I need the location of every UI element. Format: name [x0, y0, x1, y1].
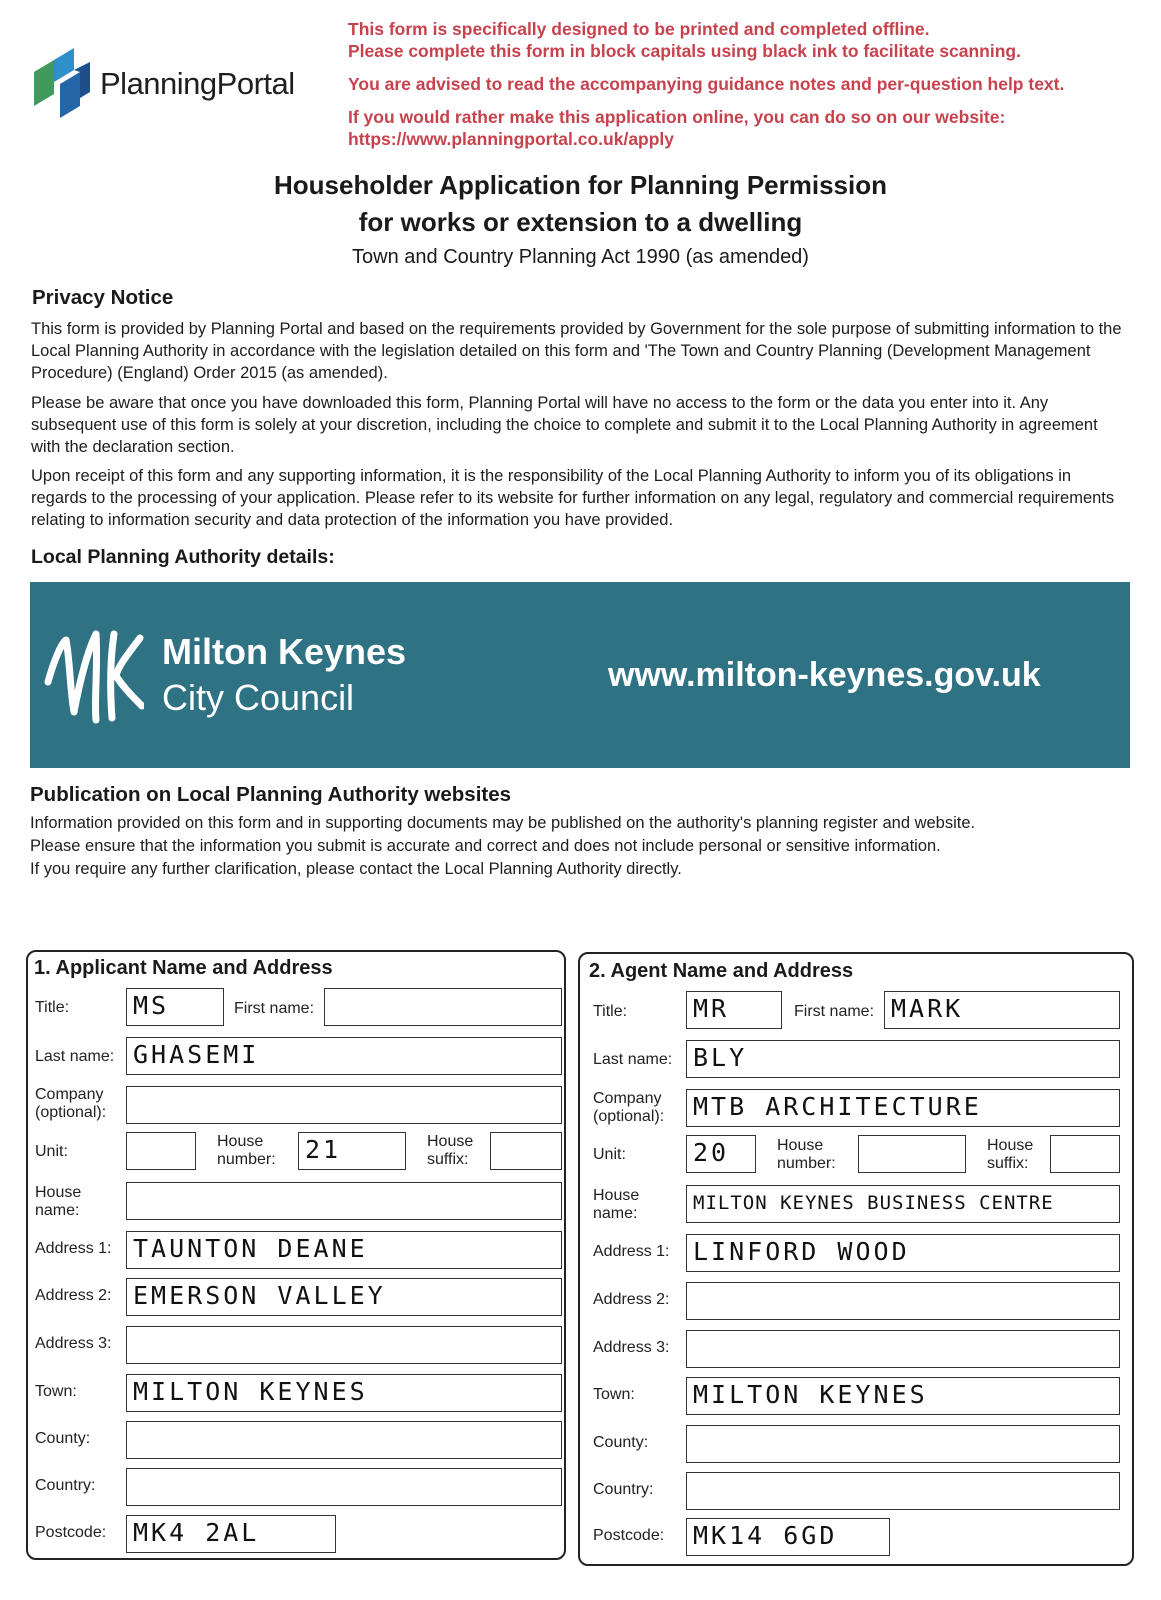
- council-name: Milton Keynes: [162, 631, 407, 672]
- applicant-county-label: County:: [35, 1430, 91, 1447]
- applicant-first-name-label: First name:: [234, 1000, 315, 1017]
- applicant-title-label: Title:: [35, 999, 70, 1016]
- page-title-line2: for works or extension to a dwelling: [358, 207, 803, 237]
- agent-title-label: Title:: [593, 1003, 628, 1020]
- agent-title-field[interactable]: MR: [686, 991, 782, 1029]
- agent-postcode-label: Postcode:: [593, 1527, 665, 1544]
- applicant-last-name-label: Last name:: [35, 1048, 115, 1065]
- agent-last-name-label: Last name:: [593, 1051, 673, 1068]
- agent-house-suffix-field[interactable]: [1050, 1135, 1120, 1173]
- publication-line-1: Information provided on this form and in supporting documents may be published on the authority's planning register and website.: [30, 814, 976, 832]
- applicant-last-name-field[interactable]: GHASEMI: [126, 1037, 562, 1075]
- council-subtitle: City Council: [162, 677, 355, 718]
- page-subtitle: Town and Country Planning Act 1990 (as amended): [352, 246, 809, 268]
- agent-county-label: County:: [593, 1434, 649, 1451]
- mk-logo-icon: [44, 620, 144, 730]
- agent-first-name-field[interactable]: MARK: [884, 991, 1120, 1029]
- privacy-paragraph-3: Upon receipt of this form and any supporting information, it is the responsibility of the Local Planning Authority to inform you of its obligations in regards to the processing of your application. Please refer to its website for further information on any legal, regulatory and commercial requirements relating to information security and data protection of the information you have provided.: [31, 467, 1115, 529]
- online-notice: If you would rather make this application online, you can do so on our website: https://www.planningportal.co.uk/apply: [348, 107, 1006, 149]
- agent-address3-label: Address 3:: [593, 1339, 670, 1356]
- applicant-company-field[interactable]: [126, 1086, 562, 1124]
- agent-unit-label: Unit:: [593, 1146, 626, 1163]
- offline-notice: This form is specifically designed to be printed and completed offline. Please complete this form in block capitals using black ink to facilitate scanning.: [348, 19, 1021, 61]
- planning-portal-logo-text: PlanningPortal: [100, 66, 295, 101]
- applicant-first-name-field[interactable]: [324, 988, 562, 1026]
- apply-url: https://www.planningportal.co.uk/apply: [348, 129, 675, 149]
- agent-house-number-field[interactable]: [858, 1135, 966, 1173]
- applicant-house-suffix-field[interactable]: [490, 1132, 562, 1170]
- lpa-heading: Local Planning Authority details:: [31, 546, 335, 568]
- publication-line-2: Please ensure that the information you submit is accurate and correct and does not include personal or sensitive information.: [30, 837, 941, 855]
- publication-line-3: If you require any further clarification, please contact the Local Planning Authority directly.: [30, 860, 682, 878]
- agent-address2-label: Address 2:: [593, 1291, 670, 1308]
- applicant-postcode-field[interactable]: MK4 2AL: [126, 1515, 336, 1553]
- applicant-postcode-label: Postcode:: [35, 1524, 107, 1541]
- applicant-section-title: 1. Applicant Name and Address: [34, 957, 333, 979]
- applicant-town-label: Town:: [35, 1383, 77, 1400]
- agent-house-number-label: House number:: [777, 1137, 836, 1172]
- applicant-address1-field[interactable]: TAUNTON DEANE: [126, 1231, 562, 1269]
- applicant-address1-label: Address 1:: [35, 1240, 112, 1257]
- agent-postcode-field[interactable]: MK14 6GD: [686, 1518, 890, 1556]
- privacy-paragraph-1: This form is provided by Planning Portal and based on the requirements provided by Government for the sole purpose of submitting information to the Local Planning Authority in accordance with the legislation detailed on this form and 'The Town and Country Planning (Development Management Procedure) (England) Order 2015 (as amended).: [31, 320, 1122, 382]
- applicant-house-number-field[interactable]: 21: [298, 1132, 406, 1170]
- agent-first-name-label: First name:: [794, 1003, 875, 1020]
- applicant-country-label: Country:: [35, 1477, 96, 1494]
- applicant-address2-field[interactable]: EMERSON VALLEY: [126, 1278, 562, 1316]
- applicant-title-field[interactable]: MS: [126, 988, 224, 1026]
- guidance-notice: You are advised to read the accompanying guidance notes and per-question help text.: [348, 74, 1065, 94]
- agent-company-field[interactable]: MTB ARCHITECTURE: [686, 1089, 1120, 1127]
- applicant-unit-field[interactable]: [126, 1132, 196, 1170]
- applicant-address2-label: Address 2:: [35, 1287, 112, 1304]
- applicant-company-label: Company (optional):: [35, 1086, 107, 1121]
- applicant-unit-label: Unit:: [35, 1143, 68, 1160]
- applicant-address3-label: Address 3:: [35, 1335, 112, 1352]
- agent-address1-field[interactable]: LINFORD WOOD: [686, 1234, 1120, 1272]
- page-title-line1: Householder Application for Planning Permission: [274, 170, 887, 200]
- applicant-house-number-label: House number:: [217, 1133, 276, 1168]
- agent-house-name-field[interactable]: MILTON KEYNES BUSINESS CENTRE: [686, 1185, 1120, 1223]
- applicant-town-field[interactable]: MILTON KEYNES: [126, 1374, 562, 1412]
- agent-section-title: 2. Agent Name and Address: [589, 960, 854, 982]
- applicant-county-field[interactable]: [126, 1421, 562, 1459]
- agent-town-field[interactable]: MILTON KEYNES: [686, 1377, 1120, 1415]
- privacy-paragraph-2: Please be aware that once you have downloaded this form, Planning Portal will have no access to the form or the data you enter into it. Any subsequent use of this form is solely at your discretion, including the choice to complete and submit it to the Local Planning Authority in agreement with the declaration section.: [31, 394, 1098, 456]
- agent-country-field[interactable]: [686, 1472, 1120, 1510]
- council-url[interactable]: www.milton-keynes.gov.uk: [608, 656, 1041, 694]
- applicant-address3-field[interactable]: [126, 1326, 562, 1364]
- agent-company-label: Company (optional):: [593, 1090, 665, 1125]
- agent-address1-label: Address 1:: [593, 1243, 670, 1260]
- agent-county-field[interactable]: [686, 1425, 1120, 1463]
- privacy-heading: Privacy Notice: [32, 286, 174, 309]
- agent-house-name-label: House name:: [593, 1187, 640, 1222]
- agent-town-label: Town:: [593, 1386, 635, 1403]
- agent-address3-field[interactable]: [686, 1330, 1120, 1368]
- agent-last-name-field[interactable]: BLY: [686, 1040, 1120, 1078]
- applicant-house-name-field[interactable]: [126, 1182, 562, 1220]
- agent-country-label: Country:: [593, 1481, 654, 1498]
- planning-portal-logo-icon: [30, 44, 100, 118]
- agent-address2-field[interactable]: [686, 1282, 1120, 1320]
- agent-unit-field[interactable]: 20: [686, 1135, 756, 1173]
- publication-heading: Publication on Local Planning Authority websites: [30, 783, 512, 806]
- applicant-house-suffix-label: House suffix:: [427, 1133, 474, 1168]
- agent-house-suffix-label: House suffix:: [987, 1137, 1034, 1172]
- applicant-house-name-label: House name:: [35, 1184, 82, 1219]
- applicant-country-field[interactable]: [126, 1468, 562, 1506]
